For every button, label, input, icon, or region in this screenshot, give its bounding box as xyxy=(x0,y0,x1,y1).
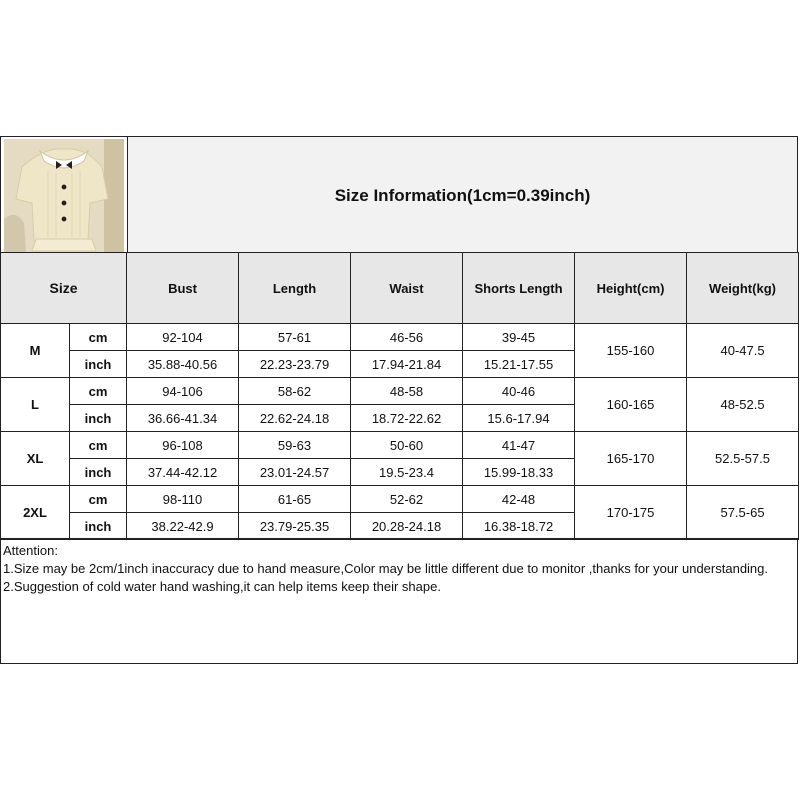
column-header: Shorts Length xyxy=(463,253,575,324)
size-label: M xyxy=(1,324,70,378)
length-cell: 58-62 xyxy=(239,378,351,405)
waist-cell: 18.72-22.62 xyxy=(351,405,463,432)
title-cell xyxy=(127,137,797,254)
column-header: Bust xyxy=(127,253,239,324)
waist-cell: 20.28-24.18 xyxy=(351,513,463,540)
bust-cell: 37.44-42.12 xyxy=(127,459,239,486)
unit-label: inch xyxy=(70,405,127,432)
bust-cell: 94-106 xyxy=(127,378,239,405)
unit-label: inch xyxy=(70,459,127,486)
shorts-length-cell: 16.38-18.72 xyxy=(463,513,575,540)
unit-label: cm xyxy=(70,432,127,459)
shorts-length-cell: 41-47 xyxy=(463,432,575,459)
pajama-garment-image xyxy=(4,139,124,252)
table-row xyxy=(1,432,799,459)
length-cell: 23.01-24.57 xyxy=(239,459,351,486)
bust-cell: 35.88-40.56 xyxy=(127,351,239,378)
length-cell: 61-65 xyxy=(239,486,351,513)
size-label: 2XL xyxy=(1,486,70,540)
attention-note-2: 2.Suggestion of cold water hand washing,it can help items keep their shape. xyxy=(3,579,441,594)
weight-cell: 48-52.5 xyxy=(687,378,799,432)
waist-cell: 46-56 xyxy=(351,324,463,351)
bust-cell: 36.66-41.34 xyxy=(127,405,239,432)
height-cell: 155-160 xyxy=(575,324,687,378)
size-label: L xyxy=(1,378,70,432)
shorts-length-cell: 15.6-17.94 xyxy=(463,405,575,432)
chart-header xyxy=(0,136,798,253)
attention-heading: Attention: xyxy=(3,543,58,558)
bust-cell: 38.22-42.9 xyxy=(127,513,239,540)
table-row xyxy=(1,486,799,513)
column-header: Length xyxy=(239,253,351,324)
waist-cell: 19.5-23.4 xyxy=(351,459,463,486)
product-photo xyxy=(4,139,124,252)
column-header: Height(cm) xyxy=(575,253,687,324)
table-row xyxy=(1,378,799,405)
table-header-row xyxy=(1,253,799,324)
shorts-length-cell: 40-46 xyxy=(463,378,575,405)
length-cell: 57-61 xyxy=(239,324,351,351)
weight-cell: 52.5-57.5 xyxy=(687,432,799,486)
weight-cell: 57.5-65 xyxy=(687,486,799,540)
size-label: XL xyxy=(1,432,70,486)
shorts-length-cell: 42-48 xyxy=(463,486,575,513)
height-cell: 165-170 xyxy=(575,432,687,486)
waist-cell: 50-60 xyxy=(351,432,463,459)
size-table xyxy=(0,252,799,540)
shorts-length-cell: 15.21-17.55 xyxy=(463,351,575,378)
shorts-length-cell: 15.99-18.33 xyxy=(463,459,575,486)
page-title: Size Information(1cm=0.39inch) xyxy=(334,185,591,205)
unit-label: inch xyxy=(70,351,127,378)
waist-cell: 52-62 xyxy=(351,486,463,513)
bust-cell: 96-108 xyxy=(127,432,239,459)
length-cell: 22.23-23.79 xyxy=(239,351,351,378)
column-header: Weight(kg) xyxy=(687,253,799,324)
shorts-length-cell: 39-45 xyxy=(463,324,575,351)
height-cell: 170-175 xyxy=(575,486,687,540)
bust-cell: 92-104 xyxy=(127,324,239,351)
weight-cell: 40-47.5 xyxy=(687,324,799,378)
length-cell: 22.62-24.18 xyxy=(239,405,351,432)
bust-cell: 98-110 xyxy=(127,486,239,513)
column-header: Waist xyxy=(351,253,463,324)
length-cell: 59-63 xyxy=(239,432,351,459)
height-cell: 160-165 xyxy=(575,378,687,432)
unit-label: cm xyxy=(70,324,127,351)
attention-note-1: 1.Size may be 2cm/1inch inaccuracy due to hand measure,Color may be little different due to monitor ,thanks for your understanding. xyxy=(3,561,769,576)
unit-label: cm xyxy=(70,378,127,405)
waist-cell: 48-58 xyxy=(351,378,463,405)
length-cell: 23.79-25.35 xyxy=(239,513,351,540)
unit-label: cm xyxy=(70,486,127,513)
waist-cell: 17.94-21.84 xyxy=(351,351,463,378)
column-header: Size xyxy=(1,253,127,324)
table-row xyxy=(1,324,799,351)
attention-notes xyxy=(0,538,798,664)
unit-label: inch xyxy=(70,513,127,540)
